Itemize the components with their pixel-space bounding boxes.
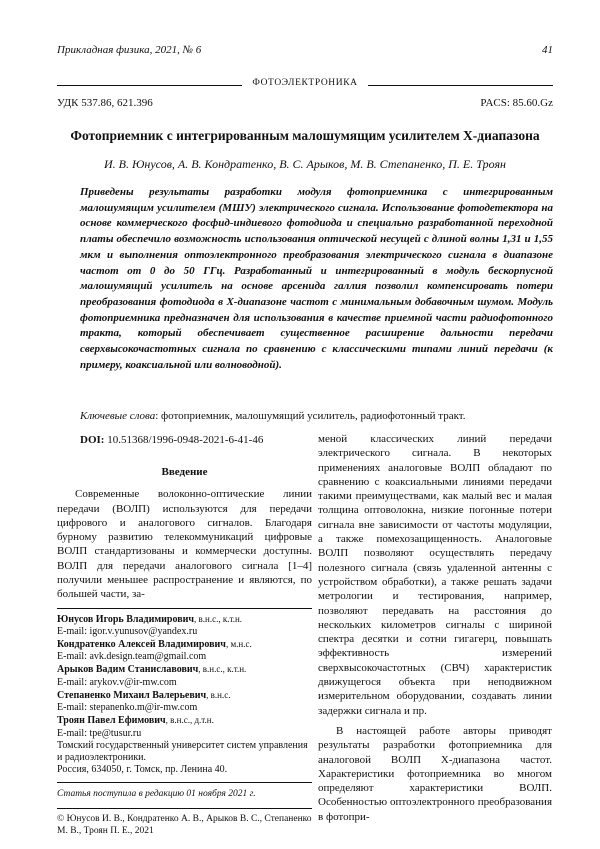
- doi: [80, 434, 263, 446]
- intro-paragraph-2: меной классических линий передачи электрического сигнала. В некоторых применениях аналоговые ВОЛП обладают по сравнению с коаксиальными линиями передачи такими преимуществами, как малый вес и малая толщина оптоволокна, низкие погонные потери сигнала вне зависимости от частоты модуляции, а также помехозащищенность. Аналоговые ВОЛП позволяют осуществлять передачу полезного сигнала (связь удаленной антенны с устройством обработки), а также решать задачи метрологии и тестирования, например, позволяют передавать на расстояния до нескольких километров сигналы с шириной спектра десятки и сотни гигагерц, повышать эффективность измерений сверхвысокочастотных (СВЧ) характеристик движущегося объекта при неподвижном измерительном оборудовании, создавать линии задержки сигнала и пр.: [318, 433, 552, 717]
- section-banner: [57, 78, 553, 92]
- footnote-divider: [57, 608, 312, 609]
- keywords-text: : фотоприемник, малошумящий усилитель, радиофотонный тракт.: [155, 410, 466, 422]
- affiliation-author-5: Троян Павел Ефимович, в.н.с., д.т.н.: [57, 715, 214, 727]
- copyright-divider: [57, 808, 312, 809]
- intro-paragraph-3: В настоящей работе авторы приводят результаты разработки фотоприемника для аналоговой ВОЛП X-диапазона частот. Характеристики фотоприемника во многом определяют характеристики ВОЛП. Особенностью оптоэлектронного преобразования в фотопри-: [318, 724, 552, 823]
- section-rule-right: [368, 85, 553, 86]
- udc-code: УДК 537.86, 621.396: [57, 97, 153, 109]
- author-email[interactable]: E-mail: avk.design.team@gmail.com: [57, 651, 207, 663]
- copyright-notice: © Юнусов И. В., Кондратенко А. В., Арыков В. С., Степаненко М. В., Троян П. Е., 2021: [57, 813, 312, 836]
- author-email[interactable]: E-mail: tpe@tusur.ru: [57, 727, 142, 739]
- institution-address: Россия, 634050, г. Томск, пр. Ленина 40.: [57, 764, 228, 776]
- author-list: И. В. Юнусов, А. В. Кондратенко, В. С. Арыков, М. В. Степаненко, П. Е. Троян: [104, 157, 506, 171]
- author-email[interactable]: E-mail: stepanenko.m@ir-mw.com: [57, 702, 198, 714]
- author-email[interactable]: E-mail: igor.v.yunusov@yandex.ru: [57, 625, 198, 637]
- keywords-label: Ключевые слова: [80, 410, 156, 422]
- affiliation-author-3: Арыков Вадим Станиславович, в.н.с., к.т.н.: [57, 664, 247, 676]
- running-header: [57, 44, 553, 56]
- doi-label: DOI:: [80, 434, 105, 446]
- intro-paragraph-1: Современные волоконно-оптические линии передачи (ВОЛП) используются для передачи цифрового и аналогового сигналов. Благодаря бурному развитию телекоммуникаций цифровые ВОЛП стандартизованы и коммерчески доступны. ВОЛП для передачи аналогового сигнала [1–4] получили меньшее распространение и являются, по большей части, за-: [57, 488, 312, 601]
- left-column: [57, 465, 312, 837]
- keywords: [80, 410, 553, 422]
- affiliation-author-1: Юнусов Игорь Владимирович, в.н.с., к.т.н.: [57, 613, 243, 625]
- abstract: Приведены результаты разработки модуля фотоприемника с интегрированным малошумящим усилителем (МШУ) электрического сигнала. Использование фотодетектора на основе коммерческого фосфид-индиевого фотодиода и специально разработанной переходной платы обеспечило возможность использования оптической несущей с длиной волны 1,31 и 1,55 мкм и выполнения оптоэлектронного преобразования электрического сигнала в диапазоне частот от 0 до 50 ГГц. Разработанный и интегрированный в модуль бескорпусной малошумящий усилитель на основе арсенида галлия позволил компенсировать потери преобразования фотодиода в X-диапазоне частот с минимальным добавочным шумом. Модуль фотоприемника предназначен для использования в качестве приемной части радиофотонного тракта, который обеспечивает существенное расширение дальности передачи сверхвысокочастотных сигнала по сравнению с классическими типами линий передачи (к примеру, коаксиальной или волноводной).: [80, 186, 553, 371]
- right-column: [318, 432, 552, 824]
- institution: Томский государственный университет систем управления и радиоэлектроники.: [57, 739, 308, 763]
- pacs-code: PACS: 85.60.Gz: [480, 97, 553, 109]
- journal-name: Прикладная физика, 2021, № 6: [57, 44, 202, 56]
- affiliation-author-2: Кондратенко Алексей Владимирович, м.н.с.: [57, 639, 252, 651]
- author-email[interactable]: E-mail: arykov.v@ir-mw.com: [57, 676, 177, 688]
- affiliation-author-4: Степаненко Михаил Валерьевич, в.н.с.: [57, 689, 231, 701]
- received-date: Статья поступила в редакцию 01 ноября 2021 г.: [57, 789, 256, 800]
- section-heading-intro: Введение: [161, 466, 208, 478]
- doi-link[interactable]: 10.51368/1996-0948-2021-6-41-46: [104, 434, 264, 446]
- author-affiliations: [57, 613, 312, 777]
- paper-title: Фотоприемник с интегрированным малошумящим усилителем X-диапазона: [70, 128, 540, 143]
- page-number: 41: [542, 44, 553, 56]
- section-name: ФОТОЭЛЕКТРОНИКА: [252, 78, 358, 88]
- received-divider: [57, 782, 312, 783]
